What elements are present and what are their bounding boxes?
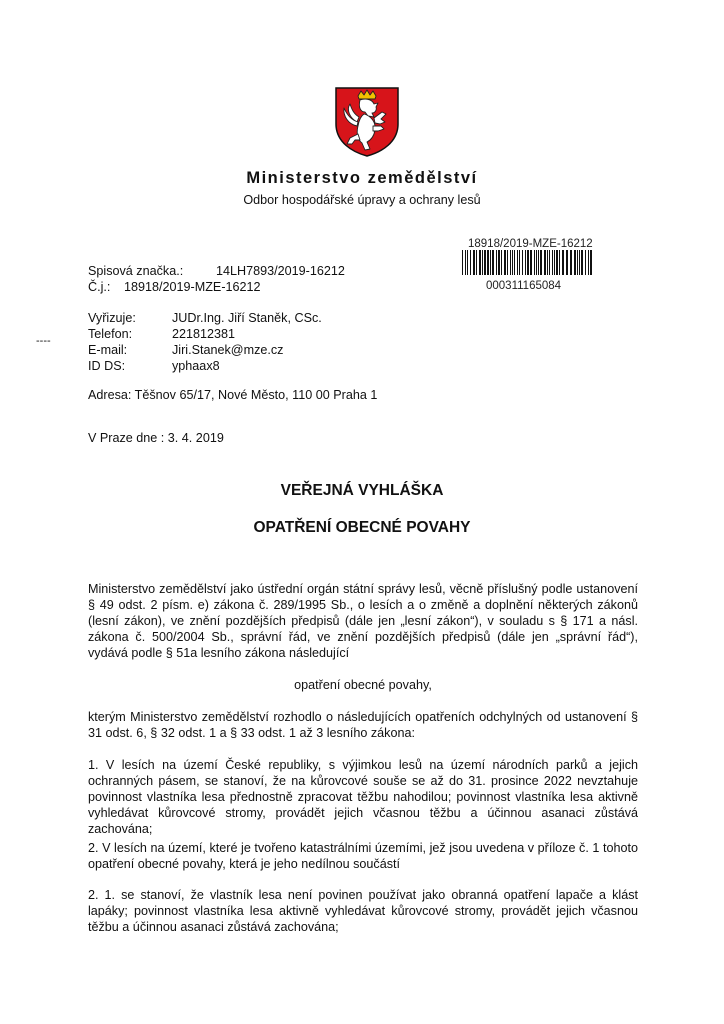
address-line: Adresa: Těšnov 65/17, Nové Město, 110 00 Praha 1 (88, 388, 378, 402)
barcode-bar (487, 250, 489, 275)
ministry-name: Ministerstvo zemědělství (246, 169, 478, 187)
barcode-bar (484, 250, 486, 275)
point-2-paragraph: 2. V lesích na území, které je tvořeno katastrálními územími, jež jsou uvedena v příloze č. 1 tohoto opatření obecné povahy, která je jeho nedílnou součástí (88, 841, 638, 871)
barcode-reference-text: 18918/2019-MZE-16212 (468, 238, 593, 250)
barcode-bar (530, 250, 532, 275)
barcode-bar (585, 250, 586, 275)
spisova-znacka-row (88, 263, 345, 279)
barcode-bar (538, 250, 539, 275)
point-2-1-paragraph: 2. 1. se stanoví, že vlastník lesa není povinen používat jako obranná opatření lapače a klást lapáky; povinnost vlastníka lesa aktivně vyhledávat kůrovcové stromy, provádět jejich včasnou těžbu a účinnou asanaci zůstává zachována; (88, 888, 638, 934)
czech-lion-emblem-icon (334, 86, 400, 158)
barcode-bar (552, 250, 553, 275)
barcode-bar (522, 250, 523, 275)
barcode-bar (510, 250, 511, 275)
barcode-bar (517, 250, 518, 275)
barcode-bar (504, 250, 506, 275)
cj-row (88, 279, 261, 295)
barcode-bar (507, 250, 508, 275)
barcode-bar (465, 250, 466, 275)
barcode-bar (514, 250, 515, 275)
barcode-bar (467, 250, 468, 275)
document-title: VEŘEJNÁ VYHLÁŠKA (280, 482, 444, 499)
barcode-bar (562, 250, 564, 275)
barcode-bar (570, 250, 572, 275)
barcode-bar (490, 250, 491, 275)
margin-mark: ---- (36, 335, 51, 347)
barcode-bar (519, 250, 520, 275)
barcode-bar (556, 250, 558, 275)
spisova-znacka-label: Spisová značka.: (88, 264, 184, 278)
barcode-bar (581, 250, 583, 275)
barcode-bar (554, 250, 555, 275)
barcode-bar (476, 250, 477, 275)
barcode-bar (492, 250, 494, 275)
barcode-bar (473, 250, 475, 275)
id-ds-value: yphaax8 (172, 359, 220, 373)
decision-paragraph: kterým Ministerstvo zemědělství rozhodlo o následujících opatřeních odchylných od ustanovení § 31 odst. 6, § 32 odst. 1 a § 33 odst. 1 až 3 lesního zákona: (88, 710, 638, 740)
cj-label: Č.j.: (88, 280, 111, 294)
barcode-bar (498, 250, 500, 275)
point-1-paragraph: 1. V lesích na území České republiky, s výjimkou lesů na území národních parků a jejich ochranných pásem, se stanoví, že na kůrovcové souše se až do 31. prosince 2022 nevztahuje povinnost vlastníka lesa přednostně zpracovat těžbu nahodilou; povinnost vlastníka lesa aktivně vyhledávat kůrovcové stromy, provádět jejich včasnou těžbu a účinnou asanaci zůstává zachována; (88, 758, 638, 836)
contact-vyrizuje (88, 310, 322, 326)
barcode-bar (574, 250, 576, 275)
date-line: V Praze dne : 3. 4. 2019 (88, 431, 224, 445)
telefon-value: 221812381 (172, 327, 236, 341)
id-ds-label: ID DS: (88, 359, 126, 373)
department-name: Odbor hospodářské úpravy a ochrany lesů (243, 193, 481, 207)
barcode-bar (590, 250, 592, 275)
barcode-bar (579, 250, 580, 275)
barcode-bar (577, 250, 578, 275)
telefon-label: Telefon: (88, 327, 133, 341)
contact-id-ds (88, 358, 220, 374)
barcode-bar (547, 250, 548, 275)
barcode-bar (501, 250, 502, 275)
email-value: Jiri.Stanek@mze.cz (172, 343, 284, 357)
contact-telefon (88, 326, 235, 342)
barcode-bar (462, 250, 463, 275)
contact-email (88, 342, 283, 358)
barcode-bar (527, 250, 529, 275)
email-label: E-mail: (88, 343, 128, 357)
barcode-icon (462, 250, 594, 275)
vyrizuje-value: JUDr.Ing. Jiří Staněk, CSc. (172, 311, 322, 325)
barcode-bar (540, 250, 542, 275)
intro-paragraph: Ministerstvo zemědělství jako ústřední orgán státní správy lesů, věcně příslušný podle ustanovení § 49 odst. 2 písm. e) zákona č. 289/1995 Sb., o lesích a o změně a doplnění některých zákonů (lesní zákon), ve znění pozdějších předpisů (dále jen „lesní zákon“), v souladu s § 171 a násl. zákona č. 500/2004 Sb., správní řád, ve znění pozdějších předpisů (dále jen „správní řád“), vydává podle § 51a lesního zákona následující (88, 582, 638, 660)
document-subtitle: OPATŘENÍ OBECNÉ POVAHY (253, 519, 471, 536)
barcode-bar (566, 250, 568, 275)
barcode-bar (544, 250, 546, 275)
barcode-bar (479, 250, 481, 275)
centered-line: opatření obecné povahy, (294, 678, 432, 692)
barcode-bar (549, 250, 550, 275)
barcode-number-text: 000311165084 (486, 280, 562, 292)
cj-value: 18918/2019-MZE-16212 (124, 280, 261, 294)
vyrizuje-label: Vyřizuje: (88, 311, 136, 325)
barcode-bar (512, 250, 513, 275)
barcode-bar (496, 250, 497, 275)
barcode-bar (559, 250, 560, 275)
barcode-bar (482, 250, 483, 275)
barcode-bar (536, 250, 537, 275)
spisova-znacka-value: 14LH7893/2019-16212 (216, 264, 345, 278)
barcode-bar (470, 250, 471, 275)
barcode-bar (525, 250, 526, 275)
barcode-bar (588, 250, 589, 275)
barcode-bar (534, 250, 535, 275)
